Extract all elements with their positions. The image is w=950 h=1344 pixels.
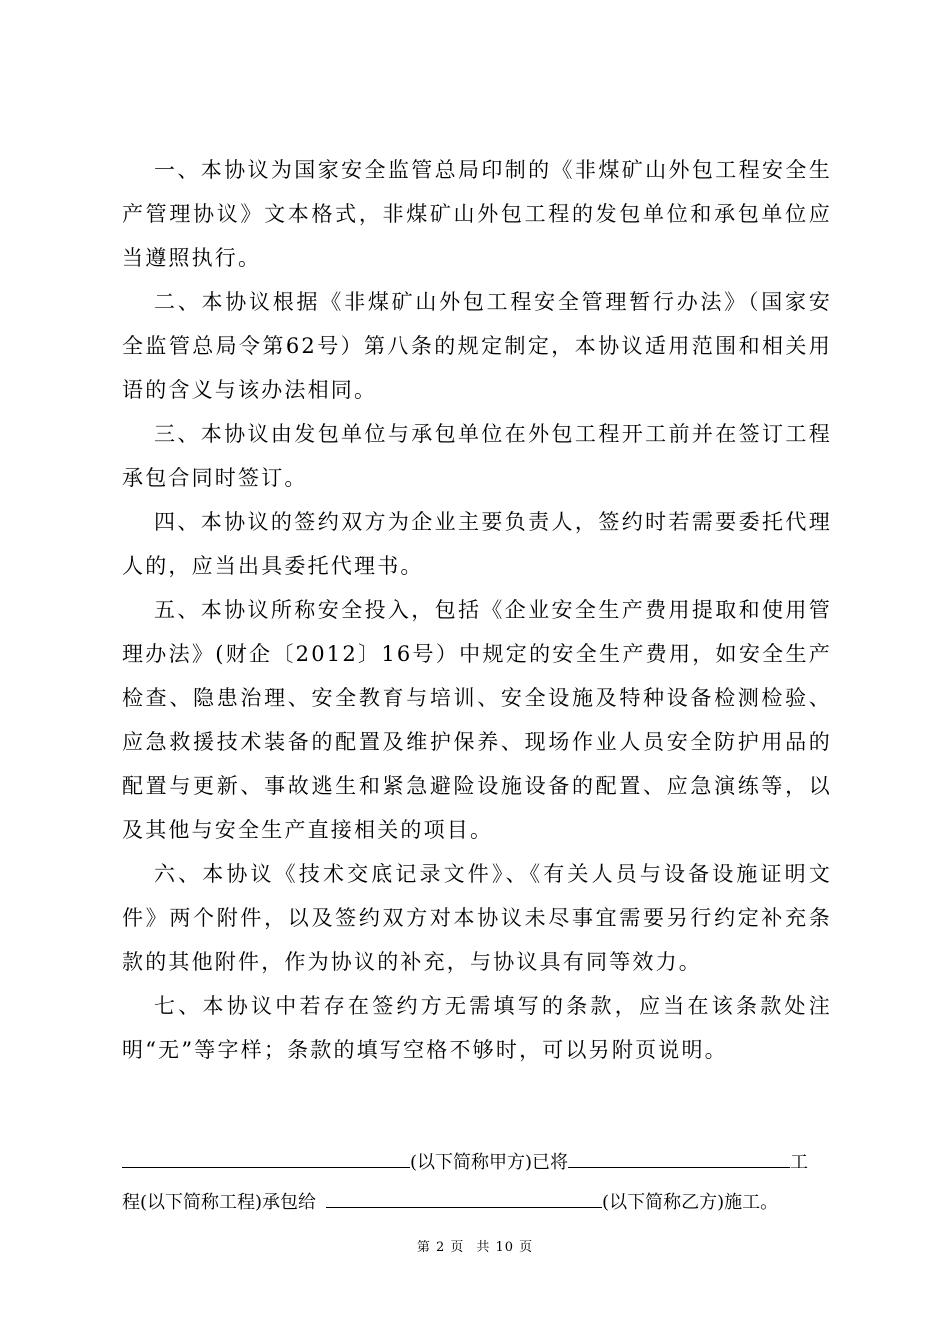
contract-fill-in-section (122, 1143, 832, 1223)
party-b-label: (以下简称乙方)施工。 (602, 1192, 779, 1213)
project-name-blank[interactable] (568, 1145, 790, 1168)
paragraph-4: 四、本协议的签约双方为企业主要负责人，签约时若需要委托代理人的，应当出具委托代理书。 (122, 510, 832, 578)
line1-tail: 工 (790, 1152, 809, 1173)
page-number: 第 2 页 (416, 1240, 465, 1255)
party-b-blank[interactable] (326, 1185, 602, 1208)
paragraph-1: 一、本协议为国家安全监管总局印制的《非煤矿山外包工程安全生产管理协议》文本格式，非煤矿山外包工程的发包单位和承包单位应当遵照执行。 (122, 158, 832, 270)
page-footer (0, 1236, 950, 1255)
party-a-blank[interactable] (122, 1145, 410, 1168)
fill-in-line-2 (122, 1183, 832, 1223)
paragraph-6: 六、本协议《技术交底记录文件》、《有关人员与设备设施证明文件》两个附件，以及签约双方对本协议未尽事宜需要另行约定补充条款的其他附件，作为协议的补充，与协议具有同等效力。 (122, 862, 832, 974)
party-a-label: (以下简称甲方)已将 (410, 1152, 569, 1173)
paragraph-3: 三、本协议由发包单位与承包单位在外包工程开工前并在签订工程承包合同时签订。 (122, 422, 832, 490)
fill-in-line-1 (122, 1143, 832, 1183)
paragraph-7: 七、本协议中若存在签约方无需填写的条款，应当在该条款处注明“无”等字样；条款的填写空格不够时，可以另附页说明。 (122, 994, 832, 1062)
page-total: 共 10 页 (476, 1240, 534, 1255)
paragraph-5: 五、本协议所称安全投入，包括《企业安全生产费用提取和使用管理办法》(财企〔2012〕16号）中规定的安全生产费用，如安全生产检查、隐患治理、安全教育与培训、安全设施及特种设备检测检验、应急救援技术装备的配置及维护保养、现场作业人员安全防护用品的配置与更新、事故逃生和紧急避险设施设备的配置、应急演练等，以及其他与安全生产直接相关的项目。 (122, 598, 832, 842)
instructions-body (122, 148, 832, 1072)
project-label: 程(以下简称工程)承包给 (122, 1192, 317, 1213)
paragraph-2: 二、本协议根据《非煤矿山外包工程安全管理暂行办法》（国家安全监管总局令第62号）第八条的规定制定，本协议适用范围和相关用语的含义与该办法相同。 (122, 290, 832, 402)
